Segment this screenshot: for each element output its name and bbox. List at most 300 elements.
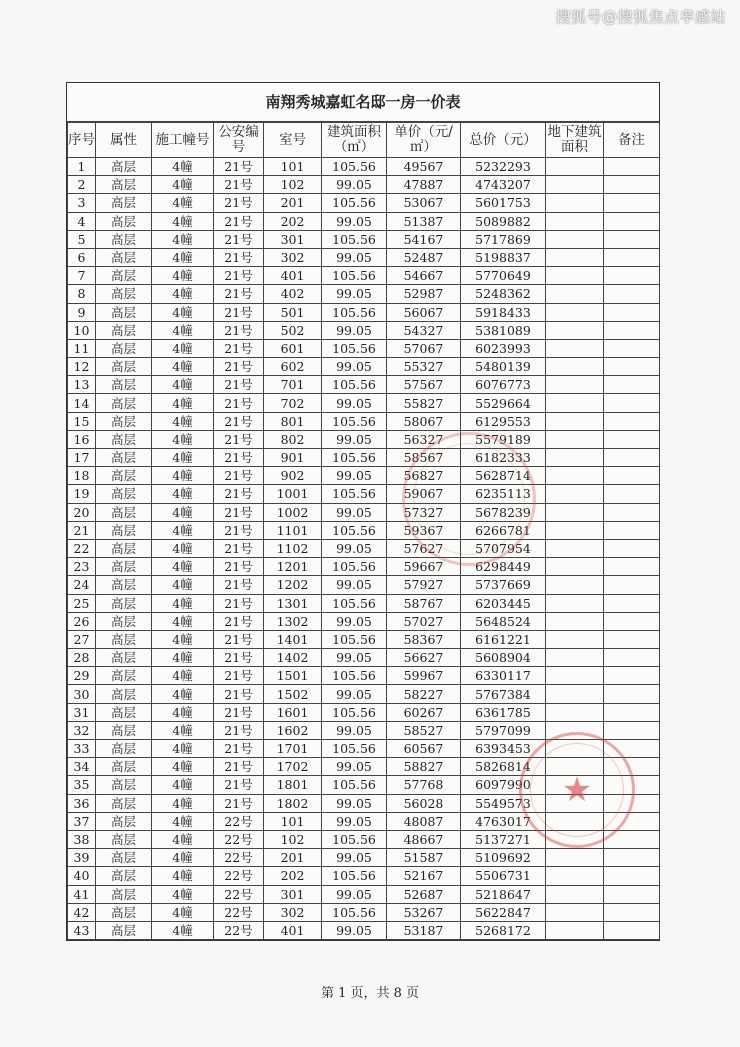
cell-area: 105.56 (322, 867, 387, 885)
cell-total-price: 5770649 (461, 267, 546, 285)
cell-area: 99.05 (322, 539, 387, 557)
cell-underground-area (546, 503, 604, 521)
cell-underground-area (546, 558, 604, 576)
header-area: 建筑面积（㎡） (322, 123, 387, 158)
cell-police-no: 21号 (214, 285, 264, 303)
cell-area: 105.56 (322, 594, 387, 612)
cell-seq: 37 (68, 812, 96, 830)
cell-underground-area (546, 267, 604, 285)
cell-type: 高层 (96, 576, 152, 594)
cell-area: 105.56 (322, 740, 387, 758)
cell-unit-price: 51587 (387, 849, 461, 867)
table-row (68, 612, 660, 630)
cell-unit-price: 56827 (387, 467, 461, 485)
cell-total-price: 4763017 (461, 812, 546, 830)
cell-building: 4幢 (152, 576, 214, 594)
cell-police-no: 22号 (214, 812, 264, 830)
cell-remarks (604, 776, 660, 794)
table-row (68, 649, 660, 667)
cell-total-price: 5648524 (461, 612, 546, 630)
cell-area: 99.05 (322, 794, 387, 812)
cell-unit-price: 56067 (387, 303, 461, 321)
cell-seq: 5 (68, 230, 96, 248)
cell-underground-area (546, 849, 604, 867)
cell-type: 高层 (96, 849, 152, 867)
cell-area: 105.56 (322, 703, 387, 721)
cell-seq: 7 (68, 267, 96, 285)
cell-underground-area (546, 248, 604, 266)
cell-type: 高层 (96, 903, 152, 921)
cell-unit-price: 59667 (387, 558, 461, 576)
header-room: 室号 (264, 123, 322, 158)
cell-remarks (604, 867, 660, 885)
cell-police-no: 21号 (214, 594, 264, 612)
cell-underground-area (546, 158, 604, 176)
cell-unit-price: 60567 (387, 740, 461, 758)
cell-total-price: 5707954 (461, 539, 546, 557)
cell-type: 高层 (96, 285, 152, 303)
table-row (68, 849, 660, 867)
cell-police-no: 21号 (214, 521, 264, 539)
cell-room: 1501 (264, 667, 322, 685)
cell-area: 105.56 (322, 339, 387, 357)
cell-police-no: 21号 (214, 412, 264, 430)
cell-remarks (604, 903, 660, 921)
cell-underground-area (546, 812, 604, 830)
cell-police-no: 22号 (214, 885, 264, 903)
header-seq: 序号 (68, 123, 96, 158)
table-row (68, 830, 660, 848)
cell-seq: 31 (68, 703, 96, 721)
cell-total-price: 5601753 (461, 194, 546, 212)
cell-police-no: 21号 (214, 558, 264, 576)
table-row (68, 776, 660, 794)
cell-unit-price: 58227 (387, 685, 461, 703)
cell-area: 105.56 (322, 667, 387, 685)
cell-remarks (604, 303, 660, 321)
cell-total-price: 5918433 (461, 303, 546, 321)
cell-type: 高层 (96, 667, 152, 685)
cell-building: 4幢 (152, 376, 214, 394)
cell-seq: 43 (68, 921, 96, 939)
watermark-text: 搜狐号@搜狐焦点孝感站 (555, 8, 726, 26)
table-row (68, 794, 660, 812)
table-row (68, 339, 660, 357)
cell-unit-price: 53187 (387, 921, 461, 939)
cell-room: 302 (264, 248, 322, 266)
cell-underground-area (546, 685, 604, 703)
cell-remarks (604, 630, 660, 648)
cell-area: 99.05 (322, 921, 387, 939)
cell-underground-area (546, 449, 604, 467)
cell-area: 105.56 (322, 630, 387, 648)
cell-room: 1802 (264, 794, 322, 812)
cell-unit-price: 57567 (387, 376, 461, 394)
cell-area: 105.56 (322, 485, 387, 503)
cell-building: 4幢 (152, 394, 214, 412)
cell-area: 99.05 (322, 721, 387, 739)
table-row (68, 485, 660, 503)
cell-seq: 36 (68, 794, 96, 812)
cell-area: 99.05 (322, 612, 387, 630)
cell-area: 105.56 (322, 230, 387, 248)
cell-police-no: 21号 (214, 303, 264, 321)
cell-underground-area (546, 303, 604, 321)
cell-total-price: 6129553 (461, 412, 546, 430)
cell-police-no: 21号 (214, 740, 264, 758)
cell-type: 高层 (96, 358, 152, 376)
cell-seq: 34 (68, 758, 96, 776)
cell-remarks (604, 212, 660, 230)
cell-remarks (604, 849, 660, 867)
cell-unit-price: 57927 (387, 576, 461, 594)
cell-type: 高层 (96, 485, 152, 503)
cell-police-no: 21号 (214, 776, 264, 794)
cell-building: 4幢 (152, 794, 214, 812)
cell-building: 4幢 (152, 176, 214, 194)
cell-building: 4幢 (152, 267, 214, 285)
cell-unit-price: 54167 (387, 230, 461, 248)
header-total-price: 总价（元） (461, 123, 546, 158)
cell-room: 101 (264, 158, 322, 176)
cell-building: 4幢 (152, 230, 214, 248)
cell-remarks (604, 467, 660, 485)
cell-remarks (604, 248, 660, 266)
cell-police-no: 21号 (214, 612, 264, 630)
cell-underground-area (546, 721, 604, 739)
cell-seq: 14 (68, 394, 96, 412)
cell-remarks (604, 685, 660, 703)
cell-police-no: 21号 (214, 449, 264, 467)
cell-total-price: 6182333 (461, 449, 546, 467)
cell-seq: 15 (68, 412, 96, 430)
cell-underground-area (546, 612, 604, 630)
cell-unit-price: 53267 (387, 903, 461, 921)
cell-area: 105.56 (322, 776, 387, 794)
cell-remarks (604, 321, 660, 339)
cell-building: 4幢 (152, 339, 214, 357)
cell-remarks (604, 830, 660, 848)
cell-underground-area (546, 194, 604, 212)
cell-police-no: 21号 (214, 212, 264, 230)
cell-area: 105.56 (322, 376, 387, 394)
cell-area: 99.05 (322, 212, 387, 230)
cell-building: 4幢 (152, 667, 214, 685)
cell-police-no: 21号 (214, 667, 264, 685)
cell-underground-area (546, 521, 604, 539)
cell-building: 4幢 (152, 721, 214, 739)
cell-total-price: 5579189 (461, 430, 546, 448)
cell-area: 105.56 (322, 521, 387, 539)
table-row (68, 740, 660, 758)
cell-remarks (604, 376, 660, 394)
cell-type: 高层 (96, 612, 152, 630)
cell-total-price: 5109692 (461, 849, 546, 867)
cell-building: 4幢 (152, 503, 214, 521)
cell-police-no: 21号 (214, 485, 264, 503)
cell-room: 902 (264, 467, 322, 485)
cell-remarks (604, 721, 660, 739)
cell-room: 802 (264, 430, 322, 448)
cell-building: 4幢 (152, 158, 214, 176)
cell-remarks (604, 449, 660, 467)
cell-room: 801 (264, 412, 322, 430)
cell-underground-area (546, 485, 604, 503)
cell-room: 1602 (264, 721, 322, 739)
cell-seq: 13 (68, 376, 96, 394)
cell-building: 4幢 (152, 830, 214, 848)
table-row (68, 430, 660, 448)
cell-underground-area (546, 539, 604, 557)
cell-remarks (604, 649, 660, 667)
cell-underground-area (546, 758, 604, 776)
cell-room: 1102 (264, 539, 322, 557)
cell-type: 高层 (96, 303, 152, 321)
cell-type: 高层 (96, 885, 152, 903)
cell-seq: 40 (68, 867, 96, 885)
cell-area: 99.05 (322, 576, 387, 594)
cell-area: 105.56 (322, 303, 387, 321)
cell-remarks (604, 921, 660, 939)
header-police-no: 公安编号 (214, 123, 264, 158)
table-row (68, 503, 660, 521)
cell-police-no: 21号 (214, 339, 264, 357)
cell-seq: 12 (68, 358, 96, 376)
cell-unit-price: 48087 (387, 812, 461, 830)
cell-total-price: 5628714 (461, 467, 546, 485)
cell-unit-price: 55827 (387, 394, 461, 412)
cell-building: 4幢 (152, 412, 214, 430)
cell-room: 302 (264, 903, 322, 921)
cell-area: 105.56 (322, 158, 387, 176)
cell-room: 1601 (264, 703, 322, 721)
cell-unit-price: 52987 (387, 285, 461, 303)
cell-police-no: 21号 (214, 176, 264, 194)
cell-building: 4幢 (152, 703, 214, 721)
cell-total-price: 6330117 (461, 667, 546, 685)
cell-type: 高层 (96, 721, 152, 739)
cell-area: 99.05 (322, 885, 387, 903)
cell-building: 4幢 (152, 558, 214, 576)
cell-total-price: 5248362 (461, 285, 546, 303)
cell-unit-price: 57627 (387, 539, 461, 557)
table-row (68, 212, 660, 230)
cell-area: 99.05 (322, 176, 387, 194)
cell-type: 高层 (96, 685, 152, 703)
cell-total-price: 5137271 (461, 830, 546, 848)
cell-unit-price: 57027 (387, 612, 461, 630)
cell-seq: 21 (68, 521, 96, 539)
cell-unit-price: 58527 (387, 721, 461, 739)
cell-type: 高层 (96, 630, 152, 648)
table-row (68, 667, 660, 685)
cell-building: 4幢 (152, 285, 214, 303)
cell-building: 4幢 (152, 812, 214, 830)
header-unit-price: 单价（元/㎡） (387, 123, 461, 158)
cell-underground-area (546, 285, 604, 303)
cell-area: 99.05 (322, 467, 387, 485)
cell-underground-area (546, 321, 604, 339)
cell-building: 4幢 (152, 485, 214, 503)
table-row (68, 248, 660, 266)
cell-room: 401 (264, 921, 322, 939)
cell-seq: 41 (68, 885, 96, 903)
cell-room: 402 (264, 285, 322, 303)
cell-unit-price: 56028 (387, 794, 461, 812)
cell-total-price: 5268172 (461, 921, 546, 939)
cell-underground-area (546, 430, 604, 448)
cell-building: 4幢 (152, 594, 214, 612)
cell-total-price: 5737669 (461, 576, 546, 594)
cell-total-price: 5198837 (461, 248, 546, 266)
cell-police-no: 22号 (214, 849, 264, 867)
cell-seq: 28 (68, 649, 96, 667)
cell-remarks (604, 485, 660, 503)
cell-room: 301 (264, 230, 322, 248)
cell-type: 高层 (96, 521, 152, 539)
cell-seq: 33 (68, 740, 96, 758)
table-row (68, 449, 660, 467)
cell-building: 4幢 (152, 430, 214, 448)
cell-type: 高层 (96, 867, 152, 885)
cell-area: 105.56 (322, 194, 387, 212)
cell-building: 4幢 (152, 867, 214, 885)
cell-type: 高层 (96, 776, 152, 794)
table-row (68, 539, 660, 557)
cell-area: 99.05 (322, 321, 387, 339)
cell-police-no: 21号 (214, 358, 264, 376)
cell-unit-price: 59967 (387, 667, 461, 685)
cell-room: 1302 (264, 612, 322, 630)
cell-building: 4幢 (152, 358, 214, 376)
cell-building: 4幢 (152, 685, 214, 703)
cell-remarks (604, 394, 660, 412)
cell-seq: 16 (68, 430, 96, 448)
cell-total-price: 5797099 (461, 721, 546, 739)
cell-seq: 18 (68, 467, 96, 485)
cell-room: 102 (264, 830, 322, 848)
table-row (68, 521, 660, 539)
cell-remarks (604, 794, 660, 812)
cell-police-no: 21号 (214, 376, 264, 394)
cell-room: 601 (264, 339, 322, 357)
cell-type: 高层 (96, 503, 152, 521)
cell-underground-area (546, 358, 604, 376)
cell-seq: 1 (68, 158, 96, 176)
cell-seq: 39 (68, 849, 96, 867)
cell-total-price: 6361785 (461, 703, 546, 721)
cell-type: 高层 (96, 321, 152, 339)
cell-remarks (604, 430, 660, 448)
cell-unit-price: 52687 (387, 885, 461, 903)
cell-unit-price: 58827 (387, 758, 461, 776)
table-row (68, 303, 660, 321)
cell-unit-price: 57768 (387, 776, 461, 794)
cell-police-no: 22号 (214, 921, 264, 939)
cell-total-price: 5767384 (461, 685, 546, 703)
cell-seq: 42 (68, 903, 96, 921)
cell-underground-area (546, 740, 604, 758)
cell-remarks (604, 412, 660, 430)
cell-total-price: 6161221 (461, 630, 546, 648)
cell-building: 4幢 (152, 758, 214, 776)
cell-police-no: 21号 (214, 758, 264, 776)
cell-remarks (604, 594, 660, 612)
price-table (67, 122, 660, 940)
cell-unit-price: 54327 (387, 321, 461, 339)
cell-room: 102 (264, 176, 322, 194)
cell-room: 401 (264, 267, 322, 285)
cell-type: 高层 (96, 194, 152, 212)
cell-building: 4幢 (152, 303, 214, 321)
cell-type: 高层 (96, 412, 152, 430)
table-row (68, 903, 660, 921)
cell-seq: 23 (68, 558, 96, 576)
cell-room: 602 (264, 358, 322, 376)
cell-room: 702 (264, 394, 322, 412)
cell-type: 高层 (96, 230, 152, 248)
cell-building: 4幢 (152, 521, 214, 539)
cell-seq: 32 (68, 721, 96, 739)
cell-underground-area (546, 576, 604, 594)
cell-total-price: 6097990 (461, 776, 546, 794)
cell-unit-price: 58567 (387, 449, 461, 467)
cell-underground-area (546, 885, 604, 903)
table-row (68, 230, 660, 248)
cell-seq: 26 (68, 612, 96, 630)
table-row (68, 721, 660, 739)
cell-remarks (604, 176, 660, 194)
cell-type: 高层 (96, 267, 152, 285)
cell-room: 202 (264, 867, 322, 885)
cell-seq: 4 (68, 212, 96, 230)
cell-remarks (604, 558, 660, 576)
cell-room: 1301 (264, 594, 322, 612)
cell-room: 1201 (264, 558, 322, 576)
cell-area: 99.05 (322, 248, 387, 266)
cell-total-price: 6266781 (461, 521, 546, 539)
cell-total-price: 6235113 (461, 485, 546, 503)
cell-underground-area (546, 339, 604, 357)
cell-police-no: 21号 (214, 503, 264, 521)
cell-remarks (604, 158, 660, 176)
table-row (68, 558, 660, 576)
cell-underground-area (546, 412, 604, 430)
cell-area: 99.05 (322, 849, 387, 867)
cell-unit-price: 47887 (387, 176, 461, 194)
table-row (68, 630, 660, 648)
table-row (68, 758, 660, 776)
table-row (68, 685, 660, 703)
cell-remarks (604, 267, 660, 285)
cell-underground-area (546, 830, 604, 848)
cell-room: 301 (264, 885, 322, 903)
cell-seq: 29 (68, 667, 96, 685)
cell-room: 502 (264, 321, 322, 339)
cell-remarks (604, 740, 660, 758)
cell-area: 105.56 (322, 449, 387, 467)
cell-type: 高层 (96, 430, 152, 448)
cell-area: 99.05 (322, 649, 387, 667)
cell-underground-area (546, 630, 604, 648)
table-row (68, 376, 660, 394)
cell-total-price: 4743207 (461, 176, 546, 194)
cell-area: 99.05 (322, 285, 387, 303)
cell-seq: 24 (68, 576, 96, 594)
cell-room: 701 (264, 376, 322, 394)
cell-room: 1202 (264, 576, 322, 594)
cell-unit-price: 55327 (387, 358, 461, 376)
